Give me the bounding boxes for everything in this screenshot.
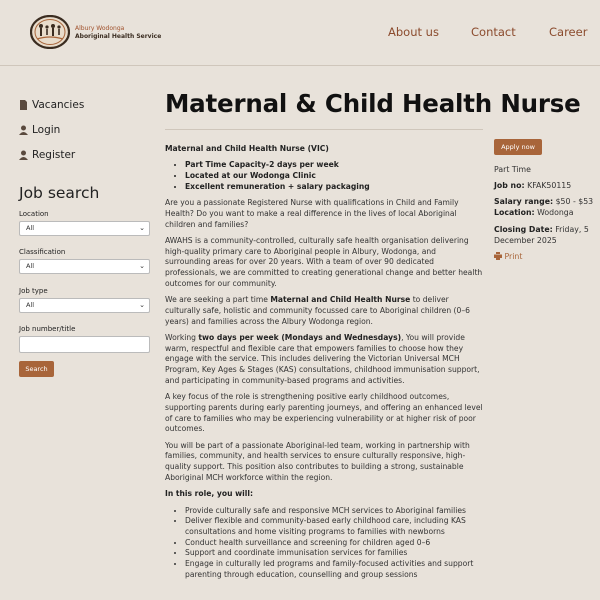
job-number-value: KFAK50115 <box>527 181 572 190</box>
salary-label: Salary range: <box>494 197 554 206</box>
job-number-label: Job number/title <box>19 325 76 333</box>
text-span: We are seeking a part time <box>165 295 271 305</box>
list-item: • Engage in culturally led programs and family-focused activities and support parenting through education, counselling and group sessions <box>185 559 483 580</box>
sidebar-item-label: Login <box>32 124 61 136</box>
location-label: Location <box>19 210 49 218</box>
highlights-list <box>185 160 483 192</box>
job-description <box>165 144 483 586</box>
job-type-select-value: All <box>26 301 35 309</box>
duties-list <box>185 506 483 581</box>
job-number-input[interactable] <box>19 336 150 353</box>
chevron-down-icon: ⌄ <box>139 262 145 270</box>
chevron-down-icon: ⌄ <box>139 224 145 232</box>
page-title: Maternal & Child Health Nurse <box>165 89 581 118</box>
print-link[interactable] <box>494 251 522 262</box>
job-location <box>494 207 574 218</box>
sidebar-item-label: Register <box>32 149 76 161</box>
print-label: Print <box>504 252 523 261</box>
paragraph <box>165 333 483 387</box>
work-type: Part Time <box>494 165 531 174</box>
job-search-title: Job search <box>19 184 100 202</box>
nav-contact[interactable]: Contact <box>471 25 516 39</box>
nav-about-us[interactable]: About us <box>388 25 439 39</box>
site-header <box>0 0 600 66</box>
printer-icon <box>494 252 502 260</box>
list-item: • Provide culturally safe and responsive MCH services to Aboriginal families <box>185 506 483 517</box>
logo-icon[interactable] <box>30 15 70 49</box>
location-value: Wodonga <box>537 208 574 217</box>
user-icon <box>19 150 28 160</box>
paragraph: Are you a passionate Registered Nurse with qualifications in Child and Family Health? Do you want to make a real difference in the lives of local Aboriginal children and families? <box>165 198 459 229</box>
user-icon <box>19 125 28 135</box>
list-item: • Part Time Capacity-2 days per week <box>185 160 483 171</box>
location-select-value: All <box>26 224 35 232</box>
closing-date-value: Friday, 5 December 2025 <box>494 225 589 245</box>
list-item: • Deliver flexible and community-based early childhood care, including KAS consultations and home visiting programs to families with newborns <box>185 516 483 537</box>
job-type-select[interactable] <box>19 298 150 313</box>
sidebar-item-vacancies[interactable] <box>19 99 84 111</box>
logo-line-1: Albury Wodonga <box>75 25 125 32</box>
salary-range <box>494 196 593 207</box>
classification-select-value: All <box>26 262 35 270</box>
job-number-label: Job no: <box>494 181 525 190</box>
role-heading: In this role, you will: <box>165 489 253 499</box>
salary-value: $50 - $53 <box>555 197 594 206</box>
text-span: Working <box>165 332 199 342</box>
text-span: to deliver culturally safe, holistic and community focussed care to Aboriginal children (0–6 years) and families across the Albury Wodonga region. <box>165 295 470 326</box>
logo-line-2: Aboriginal Health Service <box>75 32 162 40</box>
text-span-bold: two days per week (Mondays and Wednesdays) <box>198 332 402 342</box>
sidebar-item-register[interactable] <box>19 149 75 161</box>
job-number <box>494 180 571 191</box>
title-divider <box>165 129 483 130</box>
paragraph: AWAHS is a community-controlled, culturally safe health organisation delivering high-quality primary care to Aboriginal people in Albury, Wodonga, and surrounding areas for over 20 years. With a team of over 90 dedicated professionals, we are committed to creating generational change and better health outcomes for our community. <box>165 235 483 288</box>
sidebar-item-label: Vacancies <box>32 99 85 111</box>
list-item: • Excellent remuneration + salary packaging <box>185 182 483 193</box>
job-type-label: Job type <box>19 287 48 295</box>
location-select[interactable] <box>19 221 150 236</box>
logo-text[interactable] <box>75 25 161 40</box>
text-span: , You will provide warm, respectful and flexible care that empowers families to choose how they engage with the service. This includes delivering the Victorian Universal MCH Program, Key Ages & Stages (KAS) consultations, childhood immunisation support, and participating in community-based programs and activities. <box>165 332 480 385</box>
chevron-down-icon: ⌄ <box>139 301 145 309</box>
closing-date-label: Closing Date: <box>494 225 553 234</box>
sidebar-item-login[interactable] <box>19 124 60 136</box>
nav-career[interactable]: Career <box>549 25 588 39</box>
intro-heading: Maternal and Child Health Nurse (VIC) <box>165 144 329 153</box>
paragraph <box>165 295 483 327</box>
paragraph: A key focus of the role is strengthening positive early childhood outcomes, supporting parents during early parenting journeys, and offering an enhanced level of care to families who may be experiencing vulnerability or at higher risk of poor outcomes. <box>165 392 483 434</box>
classification-label: Classification <box>19 248 66 256</box>
paragraph: You will be part of a passionate Aboriginal-led team, working in partnership with families, community, and health services to ensure culturally responsive, high-quality support. This position also contributes to building a strong, sustainable Aboriginal MCH workforce within the region. <box>165 440 470 482</box>
classification-select[interactable] <box>19 259 150 274</box>
list-item: • Conduct health surveillance and screening for children aged 0–6 <box>185 538 483 549</box>
search-button[interactable]: Search <box>19 361 54 377</box>
location-label: Location: <box>494 208 535 217</box>
list-item: • Located at our Wodonga Clinic <box>185 171 483 182</box>
text-span-bold: Maternal and Child Health Nurse <box>270 295 411 305</box>
document-icon <box>19 100 28 110</box>
list-item: • Support and coordinate immunisation services for families <box>185 548 483 559</box>
closing-date <box>494 224 594 246</box>
apply-now-button[interactable]: Apply now <box>494 139 542 155</box>
